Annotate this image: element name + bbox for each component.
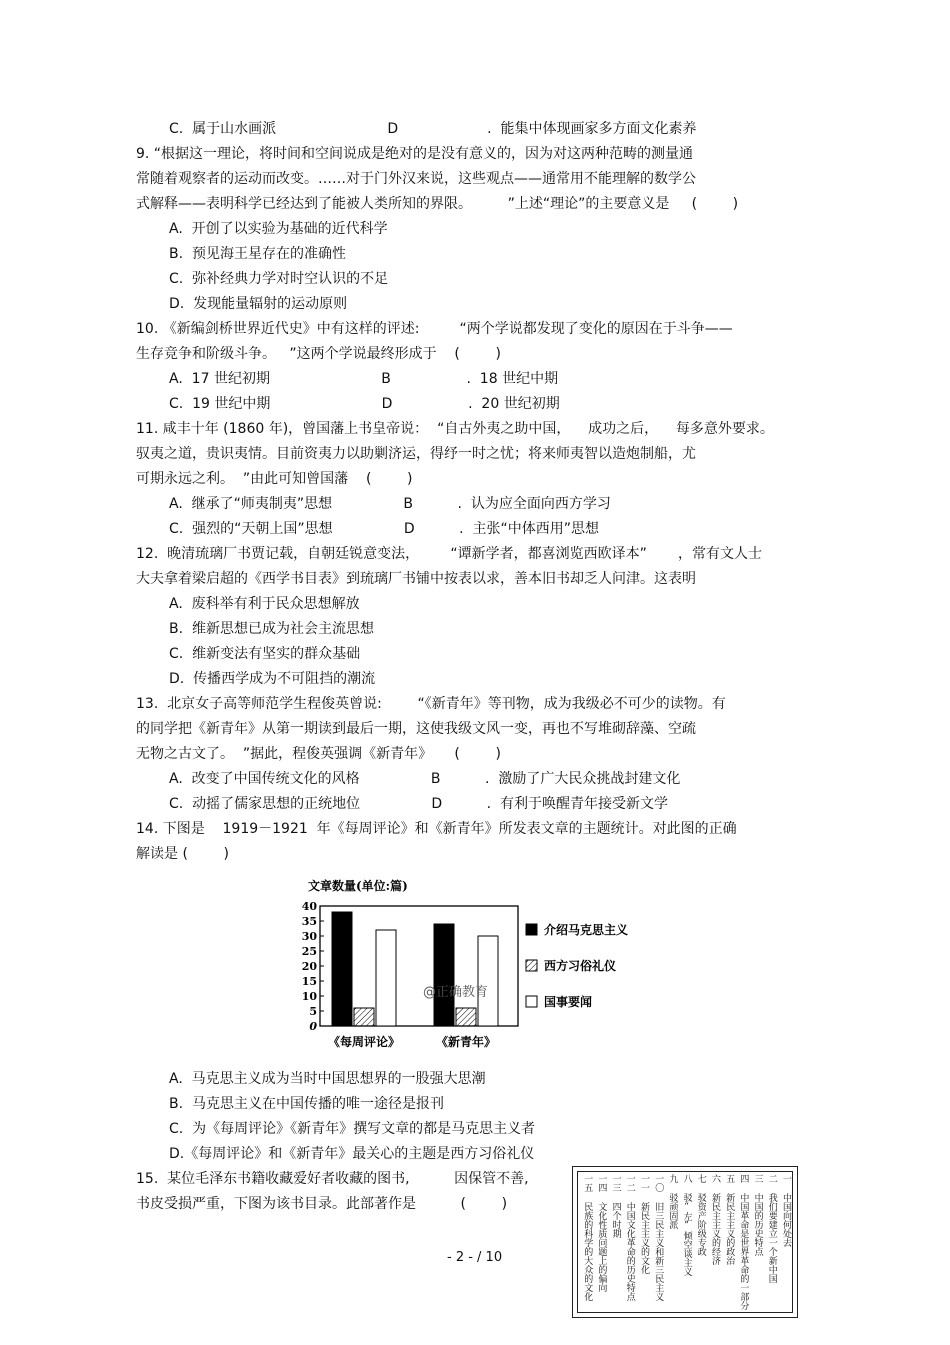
book-contents-frame: [577, 1171, 793, 1313]
text-line: D. 传播西学成为不可阻挡的潮流: [169, 671, 376, 687]
text-line: C. 弥补经典力学对时空认识的不足: [169, 271, 389, 287]
text-line: C. 19 世纪中期 D . 20 世纪初期: [169, 396, 560, 412]
legend-label: 介绍马克思主义: [544, 923, 629, 937]
text-line: 的同学把《新青年》从第一期读到最后一期，这使我级文风一变，再也不写堆砌辞藻、空疏: [136, 721, 696, 737]
text-line: D. 发现能量辐射的运动原则: [169, 296, 348, 312]
y-tick-label: 20: [301, 960, 317, 973]
text-line: 书皮受损严重，下图为该书目录。此部著作是 ( ): [136, 1196, 508, 1212]
text-line: D.《每周评论》和《新青年》最关心的主题是西方习俗礼仪: [169, 1146, 535, 1162]
toc-entry: 五 新民主主义的政治: [724, 1174, 735, 1265]
text-line: C. 维新变法有坚实的群众基础: [169, 646, 361, 662]
y-tick-label: 30: [301, 930, 317, 943]
bar: [376, 930, 396, 1026]
y-tick-label: 0: [309, 1020, 317, 1033]
text-line: 大夫拿着梁启超的《西学书目表》到琉璃厂书铺中按表以求，善本旧书却乏人问津。这表明: [136, 571, 696, 587]
text-line: 生存竞争和阶级斗争。 ”这两个学说最终形成于 ( ): [136, 346, 501, 362]
text-line: A. 继承了“师夷制夷”思想 B . 认为应全面向西方学习: [169, 496, 611, 512]
text-line: A. 17 世纪初期 B . 18 世纪中期: [169, 371, 559, 387]
toc-entry: 一四 文化性质问题上的偏向: [596, 1174, 607, 1292]
toc-entry: 四 中国革命是世界革命的一部分: [738, 1174, 749, 1310]
legend-label: 国事要闻: [544, 995, 593, 1009]
bar: [478, 936, 498, 1026]
toc-entry: 一五 民族的科学的大众的文化: [582, 1174, 593, 1301]
bar-chart-svg: [290, 870, 660, 1060]
page-number: - 2 - / 10: [447, 1250, 503, 1265]
text-line: 9. “根据这一理论，将时间和空间说成是绝对的是没有意义的，因为对这两种范畴的测量通: [136, 146, 694, 162]
book-contents-image: [572, 1166, 798, 1318]
toc-entry: 二 我们要建立一个新中国: [766, 1174, 777, 1283]
text-line: B. 马克思主义在中国传播的唯一途径是报刊: [169, 1096, 444, 1112]
x-category-label: 《每周评论》: [327, 1035, 401, 1049]
toc-entry: 一三 四个时期: [610, 1174, 621, 1238]
chart-title: 文章数量(单位:篇): [308, 879, 408, 893]
toc-entry: 一一 新民主主义的文化: [639, 1174, 649, 1274]
legend-swatch: [526, 960, 537, 971]
toc-entry: 七 驳资产阶级专政: [695, 1174, 706, 1256]
text-line: 14. 下图是 1919－1921 年《每周评论》和《新青年》所发表文章的主题统计。对此图的正确: [136, 821, 737, 837]
toc-entry: 九 驳顽固派: [667, 1174, 678, 1229]
text-line: 可期永远之利。 ”由此可知曾国藩 ( ): [136, 471, 413, 487]
text-line: B. 维新思想已成为社会主流思想: [169, 621, 374, 637]
text-line: 15. 某位毛泽东书籍收藏爱好者收藏的图书, 因保管不善,: [136, 1171, 529, 1187]
y-tick-label: 35: [301, 915, 317, 928]
bar-chart: [290, 870, 660, 1060]
legend-label: 西方习俗礼仪: [544, 959, 617, 973]
watermark-text: @正确教育: [423, 985, 489, 1000]
text-line: 13. 北京女子高等师范学生程俊英曾说: “《新青年》等刊物，成为我级必不可少的读物。有: [136, 696, 726, 712]
y-tick-label: 10: [301, 990, 317, 1003]
text-line: 常随着观察者的运动而改变。……对于门外汉来说，这些观点——通常用不能理解的数学公: [136, 171, 696, 187]
text-line: C. 强烈的“天朝上国”思想 D . 主张“中体西用”思想: [169, 521, 599, 537]
text-line: 11. 咸丰十年 (1860 年)，曾国藩上书皇帝说： “自古外夷之助中国， 成功之后， 每多意外要求。: [136, 421, 774, 437]
legend-swatch: [526, 996, 537, 1007]
bar: [354, 1008, 374, 1026]
toc-entry: 一〇 旧三民主义和新三民主义: [653, 1174, 664, 1301]
legend-swatch: [526, 924, 537, 935]
text-line: A. 废科举有利于民众思想解放: [169, 596, 360, 612]
toc-entry: 八 驳“左”倾空谈主义: [681, 1174, 692, 1276]
bar: [332, 912, 352, 1026]
x-category-label: 《新青年》: [435, 1035, 497, 1049]
toc-entry: 一 中国向何处去: [781, 1174, 791, 1247]
text-line: B. 预见海王星存在的准确性: [169, 246, 346, 262]
text-line: 驭夷之道，贵识夷情。目前资夷力以助剿济运，得纾一时之忧；将来师夷智以造炮制船，尤: [136, 446, 696, 462]
text-line: C. 为《每周评论》《新青年》撰写文章的都是马克思主义者: [169, 1121, 536, 1137]
bar: [434, 924, 454, 1026]
y-tick-label: 40: [301, 900, 317, 913]
y-tick-label: 25: [301, 945, 317, 958]
text-line: A. 改变了中国传统文化的风格 B . 激励了广大民众挑战封建文化: [169, 771, 681, 787]
toc-entry: 三 中国的历史特点: [752, 1174, 763, 1256]
y-tick-label: 15: [301, 975, 317, 988]
text-line: 10. 《新编剑桥世界近代史》中有这样的评述: “两个学说都发现了变化的原因在于斗争——: [136, 321, 733, 337]
toc-entry: 一二 中国文化革命的历史特点: [624, 1174, 635, 1301]
text-line: 12. 晚清琉璃厂书贾记载，自朝廷锐意变法， “谭新学者，都喜浏览西欧译本” ，常有文人士: [136, 546, 762, 562]
y-tick-label: 5: [309, 1005, 317, 1018]
bar: [456, 1008, 476, 1026]
text-line: C. 动摇了儒家思想的正统地位 D . 有利于唤醒青年接受新文学: [169, 796, 668, 812]
text-line: 解读是 ( ): [136, 846, 229, 862]
text-line: 式解释——表明科学已经达到了能被人类所知的界限。 ”上述“理论”的主要意义是 ( ): [136, 196, 739, 212]
text-line: A. 马克思主义成为当时中国思想界的一股强大思潮: [169, 1071, 486, 1087]
text-line: 无物之古文了。 ”据此，程俊英强调《新青年》 ( ): [136, 746, 501, 762]
text-line: A. 开创了以实验为基础的近代科学: [169, 221, 388, 237]
toc-entry: 六 新民主主义的经济: [710, 1174, 720, 1265]
text-line: C. 属于山水画派 D . 能集中体现画家多方面文化素养: [169, 121, 697, 137]
